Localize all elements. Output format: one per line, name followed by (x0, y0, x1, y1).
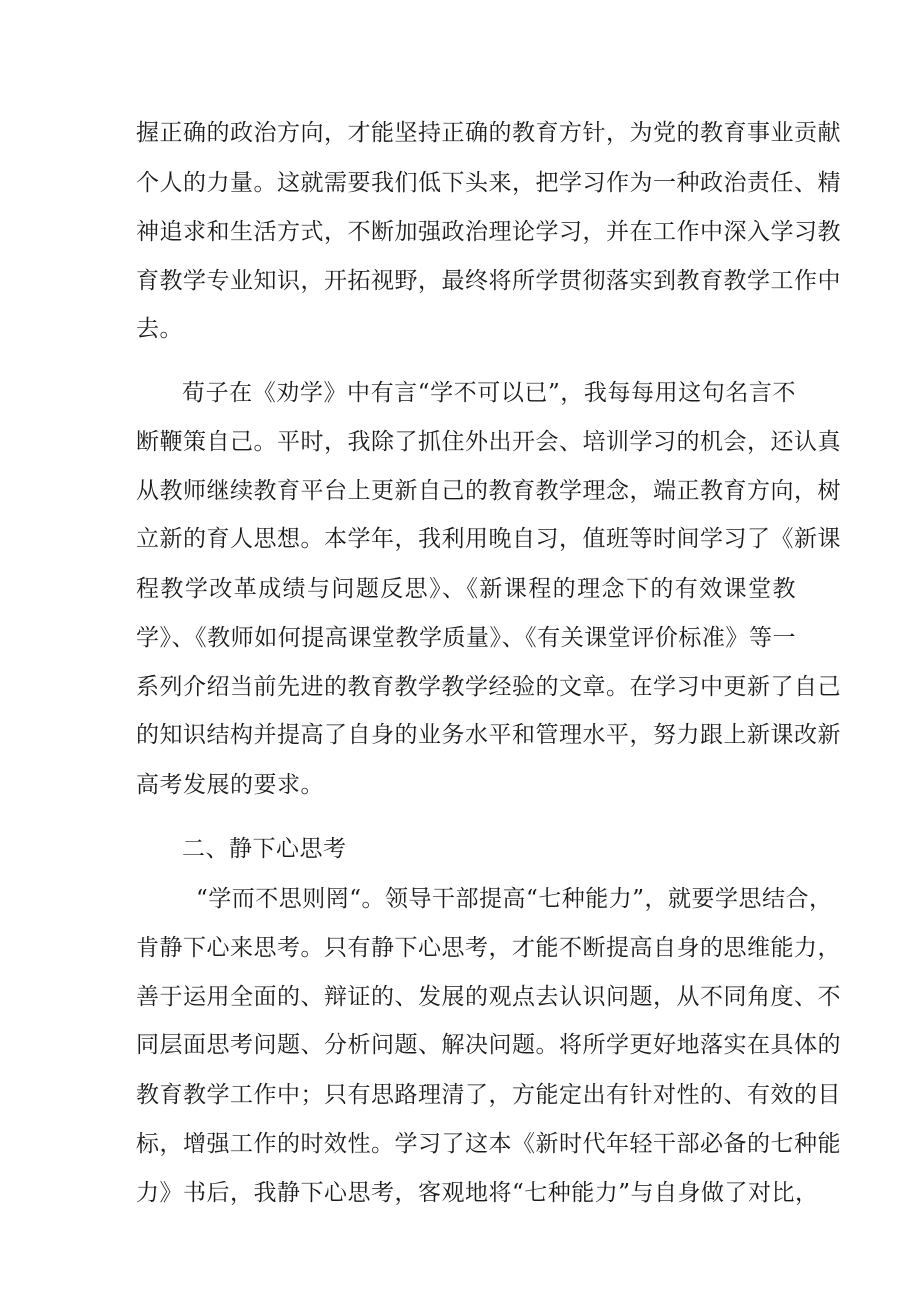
paragraph-2-line-6: 学》、《教师如何提高课堂教学质量》、《有关课堂评价标准》等一 (136, 625, 796, 651)
paragraph-3-line-6: 标，增强工作的时效性。学习了这本《新时代年轻干部必备的七种能 (136, 1131, 841, 1157)
paragraph-1-line-4: 育教学专业知识，开拓视野，最终将所学贯彻落实到教育教学工作中 (136, 268, 841, 294)
paragraph-1-line-5: 去。 (136, 316, 183, 342)
paragraph-2-line-2: 断鞭策自己。平时，我除了抓住外出开会、培训学习的机会，还认真 (136, 429, 841, 455)
paragraph-2-line-9: 高考发展的要求。 (136, 772, 324, 798)
paragraph-2-line-5: 程教学改革成绩与问题反思》、《新课程的理念下的有效课堂教 (136, 576, 796, 602)
paragraph-3-line-3: 善于运用全面的、辩证的、发展的观点去认识问题，从不同角度、不 (136, 984, 841, 1010)
paragraph-2-line-1: 荀子在《劝学》中有言“学不可以已”，我每每用这句名言不 (182, 380, 796, 406)
paragraph-2-line-3: 从教师继续教育平台上更新自己的教育教学理念，端正教育方向，树 (136, 478, 841, 504)
paragraph-2-line-7: 系列介绍当前先进的教育教学教学经验的文章。在学习中更新了自己 (136, 674, 841, 700)
paragraph-1-line-2: 个人的力量。这就需要我们低下头来，把学习作为一种政治责任、精 (136, 170, 841, 196)
paragraph-3-line-1: “学而不思则罔“。领导干部提高“七种能力”，就要学思结合， (196, 886, 833, 912)
paragraph-3-line-5: 教育教学工作中；只有思路理清了，方能定出有针对性的、有效的目 (136, 1082, 841, 1108)
paragraph-3-line-4: 同层面思考问题、分析问题、解决问题。将所学更好地落实在具体的 (136, 1032, 841, 1058)
paragraph-1-line-1: 握正确的政治方向，才能坚持正确的教育方针，为党的教育事业贡献 (136, 120, 841, 146)
paragraph-3-line-2: 肯静下心来思考。只有静下心思考，才能不断提高自身的思维能力， (136, 935, 841, 961)
section-heading: 二、静下心思考 (182, 836, 347, 862)
paragraph-3-line-7: 力》书后，我静下心思考，客观地将“七种能力”与自身做了对比， (136, 1180, 819, 1206)
paragraph-2-line-8: 的知识结构并提高了自身的业务水平和管理水平，努力跟上新课改新 (136, 722, 841, 748)
paragraph-1-line-3: 神追求和生活方式，不断加强政治理论学习，并在工作中深入学习教 (136, 219, 841, 245)
paragraph-2-line-4: 立新的育人思想。本学年，我利用晚自习，值班等时间学习了《新课 (136, 526, 841, 552)
